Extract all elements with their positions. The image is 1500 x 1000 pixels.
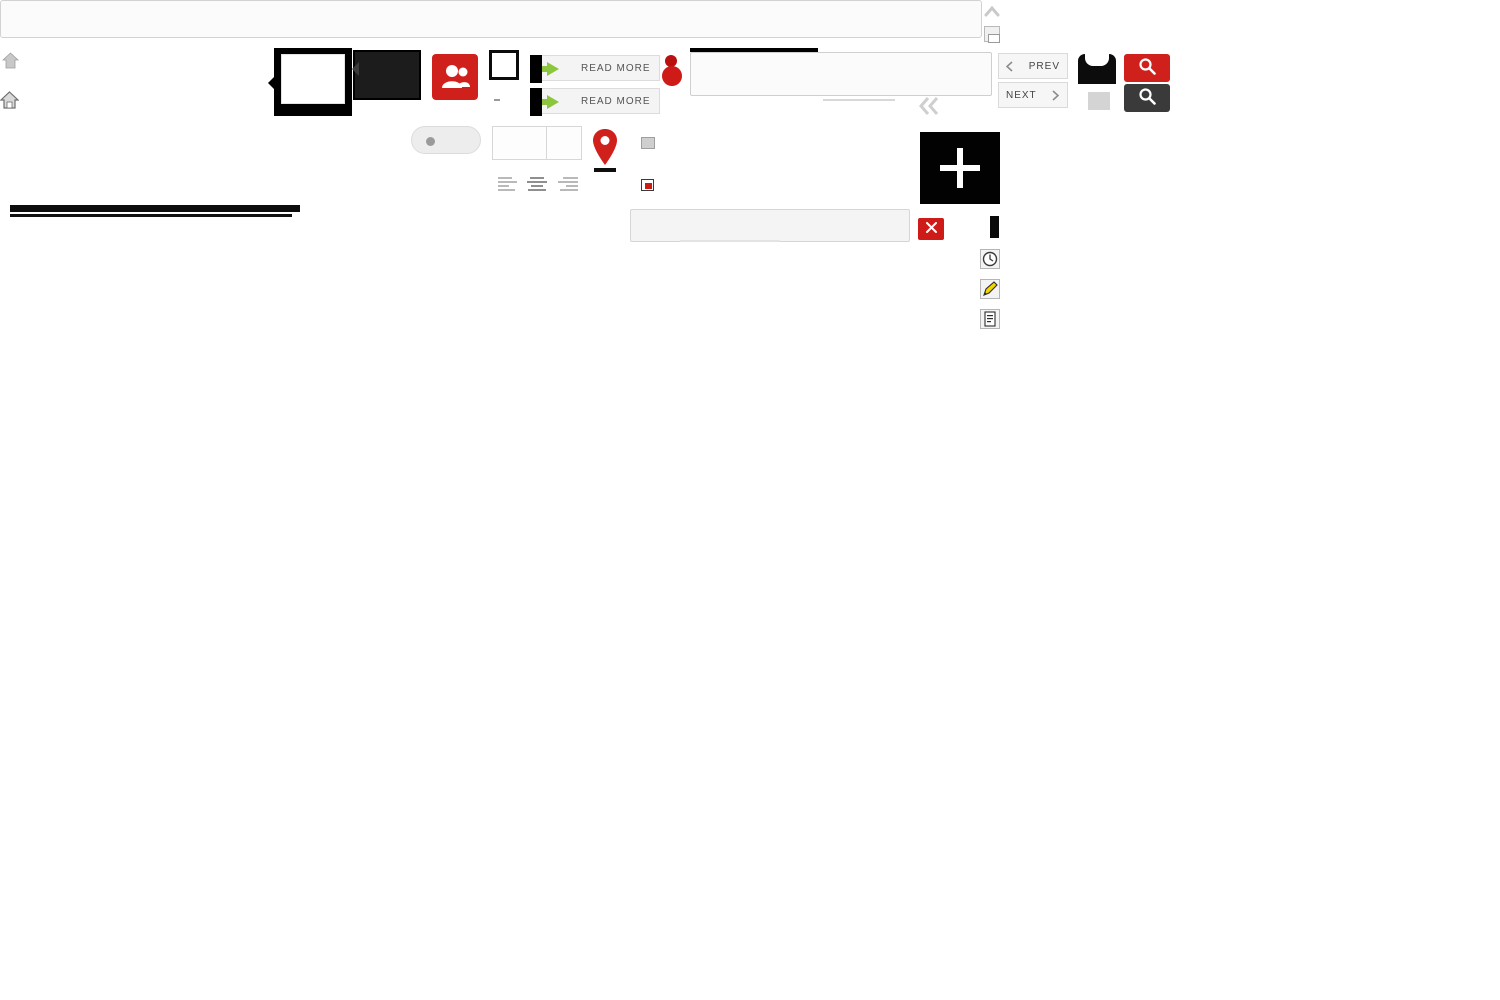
segment-divider xyxy=(546,127,547,159)
grey-placeholder-square xyxy=(1088,92,1110,110)
arrow-right-icon xyxy=(547,62,559,76)
toggle-knob[interactable] xyxy=(426,137,435,146)
dark-card xyxy=(353,50,421,100)
document-icon[interactable] xyxy=(980,309,1000,329)
button-cap xyxy=(530,88,542,116)
black-tab-notch xyxy=(1085,54,1109,66)
mid-text-input[interactable] xyxy=(631,210,909,241)
plus-icon-vertical xyxy=(957,148,963,188)
home-icon[interactable] xyxy=(2,52,19,70)
users-button[interactable] xyxy=(432,54,478,100)
save-icon[interactable] xyxy=(984,26,1000,42)
dark-card-pointer-icon xyxy=(352,62,359,76)
close-icon xyxy=(926,220,937,238)
bullet-dot-large xyxy=(662,66,682,86)
prev-label: PREV xyxy=(1028,60,1060,72)
chevron-up-icon[interactable] xyxy=(984,4,1000,18)
wide-text-field[interactable] xyxy=(690,52,992,96)
divider-thick xyxy=(10,205,300,212)
segmented-control[interactable] xyxy=(492,126,582,160)
search-button-primary[interactable] xyxy=(1124,54,1170,82)
read-more-label: READ MORE xyxy=(581,62,651,74)
close-button[interactable] xyxy=(918,218,944,240)
square-outline-box xyxy=(489,50,519,80)
search-bar[interactable] xyxy=(0,0,982,38)
black-marker-bar xyxy=(990,216,999,238)
quote-icon xyxy=(918,96,942,116)
dash-marker xyxy=(494,99,500,101)
next-label: NEXT xyxy=(1006,89,1037,101)
map-pin-base xyxy=(594,168,616,172)
align-center-icon[interactable] xyxy=(527,176,547,192)
mid-text-field[interactable] xyxy=(630,209,910,242)
white-card-surface xyxy=(281,54,345,104)
pencil-icon[interactable] xyxy=(980,279,1000,299)
divider-thin xyxy=(10,214,292,217)
home-outline-icon[interactable] xyxy=(0,90,19,110)
chevron-left-icon xyxy=(1006,61,1013,72)
read-more-label: READ MORE xyxy=(581,95,651,107)
wide-field-group xyxy=(690,48,992,96)
red-mini-icon xyxy=(641,179,654,191)
read-more-button-2[interactable] xyxy=(540,88,660,114)
button-cap xyxy=(530,55,542,83)
white-card-pointer-icon xyxy=(268,74,277,92)
search-input[interactable] xyxy=(1,1,981,37)
mid-field-underline xyxy=(680,240,780,242)
toggle-switch[interactable] xyxy=(411,126,481,154)
search-icon xyxy=(1138,57,1156,80)
grey-mini-icon xyxy=(641,137,655,149)
search-button-secondary[interactable] xyxy=(1124,84,1170,112)
map-pin-icon xyxy=(592,128,618,166)
chevron-right-icon xyxy=(1052,90,1059,101)
read-more-button-1[interactable] xyxy=(540,55,660,81)
search-icon xyxy=(1138,87,1156,110)
clock-icon[interactable] xyxy=(980,249,1000,269)
text-underline xyxy=(823,99,895,101)
align-right-icon[interactable] xyxy=(558,176,578,192)
arrow-right-icon xyxy=(547,95,559,109)
prev-button[interactable] xyxy=(998,53,1068,79)
next-button[interactable] xyxy=(998,82,1068,108)
align-left-icon[interactable] xyxy=(498,176,518,192)
add-tile-button[interactable] xyxy=(920,132,1000,204)
wide-text-input[interactable] xyxy=(691,53,991,95)
